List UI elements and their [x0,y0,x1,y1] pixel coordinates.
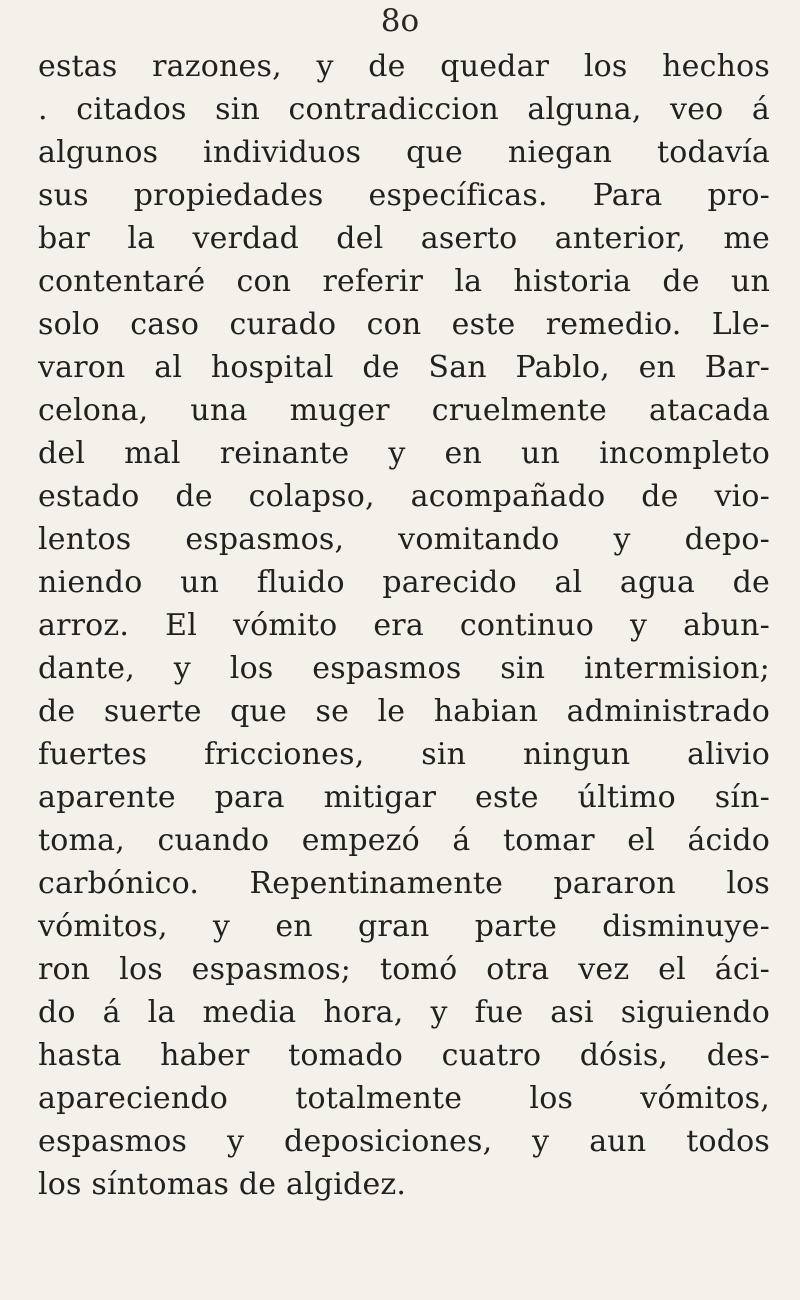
text-line: los síntomas de algidez. [38,1167,407,1202]
text-line: do á la media hora, y fue asi siguiendo [38,995,770,1030]
text-line: lentos espasmos, vomitando y depo- [38,522,770,557]
text-line: contentaré con referir la historia de un [38,264,770,299]
text-line: carbónico. Repentinamente pararon los [38,866,770,901]
text-line: espasmos y deposiciones, y aun todos [38,1124,770,1159]
text-line: niendo un fluido parecido al agua de [38,565,770,600]
text-line: algunos individuos que niegan todavía [38,135,770,170]
text-line: bar la verdad del aserto anterior, me [38,221,770,256]
text-line: fuertes fricciones, sin ningun alivio [38,737,770,772]
text-line: dante, y los espasmos sin intermision; [38,651,770,686]
text-line: ron los espasmos; tomó otra vez el áci- [38,952,770,987]
text-line: hasta haber tomado cuatro dósis, des- [38,1038,770,1073]
text-line: estado de colapso, acompañado de vio- [38,479,770,514]
page-number: 8o [380,3,420,39]
text-line: apareciendo totalmente los vómitos, [38,1081,770,1116]
text-line: varon al hospital de San Pablo, en Bar- [38,350,770,385]
body-text [38,45,770,1206]
text-line: solo caso curado con este remedio. Lle- [38,307,770,342]
text-line: . citados sin contradiccion alguna, veo á [38,92,770,127]
text-line: celona, una muger cruelmente atacada [38,393,770,428]
text-line: del mal reinante y en un incompleto [38,436,770,471]
text-line: de suerte que se le habian administrado [38,694,770,729]
text-line: estas razones, y de quedar los hechos [38,49,770,84]
text-line: aparente para mitigar este último sín- [38,780,770,815]
text-line: sus propiedades específicas. Para pro- [38,178,770,213]
text-line: vómitos, y en gran parte disminuye- [38,909,770,944]
text-line: arroz. El vómito era continuo y abun- [38,608,770,643]
text-line: toma, cuando empezó á tomar el ácido [38,823,770,858]
